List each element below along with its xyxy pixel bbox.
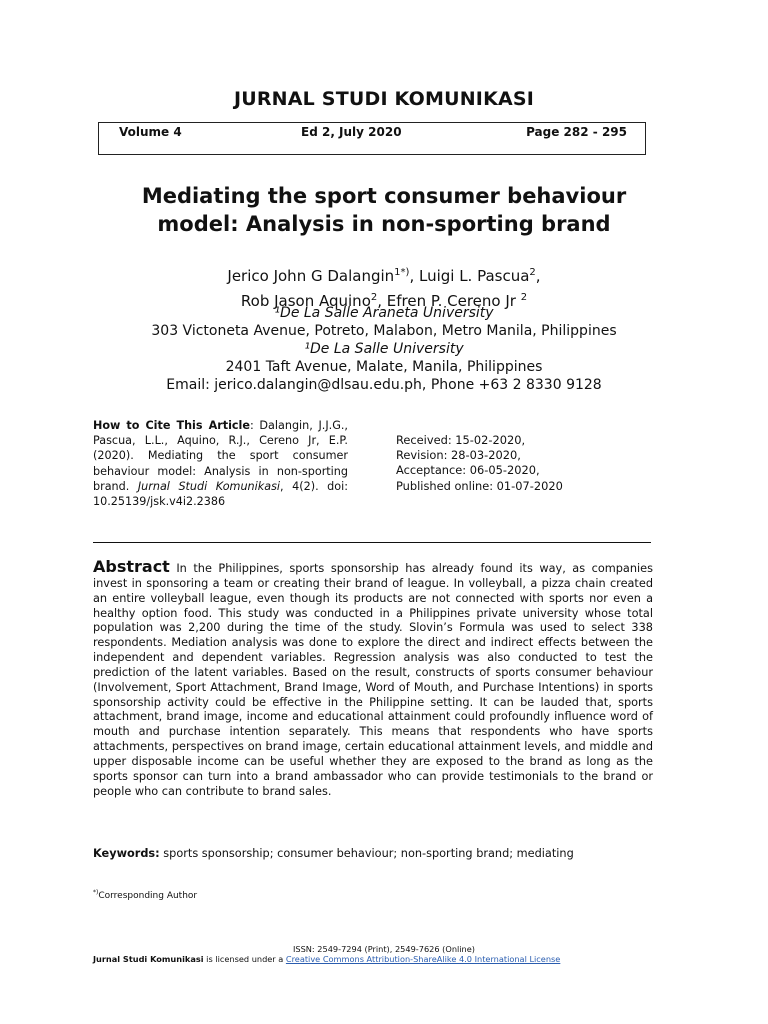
date-acceptance: Acceptance: 06-05-2020, bbox=[396, 463, 540, 478]
author-affil-mark: 2 bbox=[370, 292, 378, 303]
contact-info: Email: jerico.dalangin@dlsau.edu.ph, Phone +63 2 8330 9128 bbox=[166, 377, 602, 393]
date-published: Published online: 01-07-2020 bbox=[396, 478, 563, 493]
address-1: 303 Victoneta Avenue, Potreto, Malabon, Metro Manila, Philippines bbox=[151, 323, 617, 339]
footnote bbox=[93, 889, 197, 901]
citation-block bbox=[93, 418, 348, 509]
affiliation-2: ¹De La Salle University bbox=[304, 341, 464, 357]
paper-title-line1: Mediating the sport consumer behaviour bbox=[141, 184, 627, 208]
author-affil-mark: 2 bbox=[520, 292, 528, 303]
author-separator: , bbox=[535, 267, 541, 285]
citation-doi: , 4(2). doi: 10.25139/jsk.v4i2.2386 bbox=[93, 479, 348, 509]
address-2: 2401 Taft Avenue, Malate, Manila, Philippines bbox=[225, 359, 543, 375]
keywords-label: Keywords: bbox=[93, 847, 160, 860]
authors-line1 bbox=[60, 262, 708, 287]
abstract-label: Abstract bbox=[93, 557, 170, 576]
page-range: Page 282 - 295 bbox=[526, 125, 627, 139]
author-name: , Efren P. Cereno Jr bbox=[377, 292, 521, 310]
citation-text: : Dalangin, J.J.G., Pascua, L.L., Aquino, R.J., Cereno Jr, E.P. (2020). Mediating the sport consumer behaviour model: Analysis in non-sporting brand. bbox=[93, 419, 348, 493]
issn-line: ISSN: 2549-7294 (Print), 2549-7626 (Online) bbox=[293, 944, 475, 954]
license-text: is licensed under a bbox=[203, 954, 286, 964]
date-received: Received: 15-02-2020, bbox=[396, 433, 526, 447]
affiliation-1: ¹De La Salle Araneta University bbox=[274, 305, 494, 321]
journal-info-box bbox=[98, 122, 646, 155]
section-divider bbox=[93, 542, 651, 543]
license-link[interactable]: Creative Commons Attribution-ShareAlike 4.0 International License bbox=[285, 954, 561, 964]
footnote-mark: *) bbox=[93, 889, 99, 896]
date-revision: Revision: 28-03-2020, bbox=[396, 448, 521, 463]
license-journal: Jurnal Studi Komunikasi bbox=[93, 954, 204, 964]
author-name: , Luigi L. Pascua bbox=[409, 267, 530, 285]
paper-title-line2: model: Analysis in non-sporting brand bbox=[157, 212, 611, 236]
article-dates bbox=[396, 433, 563, 494]
edition: Ed 2, July 2020 bbox=[301, 125, 402, 139]
keywords-text: sports sponsorship; consumer behaviour; non-sporting brand; mediating bbox=[159, 847, 574, 860]
author-affil-mark: 2 bbox=[529, 267, 536, 278]
volume: Volume 4 bbox=[119, 125, 182, 139]
license-line bbox=[93, 954, 560, 964]
keywords bbox=[93, 846, 574, 861]
abstract-block bbox=[93, 557, 653, 800]
journal-title: JURNAL STUDI KOMUNIKASI bbox=[233, 88, 535, 110]
footnote-text: Corresponding Author bbox=[98, 891, 198, 901]
paper-title bbox=[60, 182, 708, 238]
citation-label: How to Cite This Article bbox=[93, 419, 250, 432]
author-affil-mark: 1*) bbox=[394, 267, 410, 278]
citation-journal: Jurnal Studi Komunikasi bbox=[137, 479, 281, 493]
author-name: Jerico John G Dalangin bbox=[227, 267, 395, 285]
author-name: Rob Jason Aquino bbox=[240, 292, 371, 310]
abstract-text: In the Philippines, sports sponsorship has already found its way, as companies invest in sponsoring a team or creating their brand of league. In volleyball, a pizza chain created an entire volleyball league, even though its products are not connected with sports nor even a healthy option food. This study was conducted in a Philippines private university whose total population was 2,200 during the time of the study. Slovin’s Formula was used to select 338 respondents. Mediation analysis was done to explore the direct and indirect effects between the independent and dependent variables. Regression analysis was also conducted to test the prediction of the latent variables. Based on the result, constructs of sports consumer behaviour (Involvement, Sport Attachment, Brand Image, Word of Mouth, and Purchase Intentions) in sports sponsorship activity could be effective in the Philippine setting. It can be lauded that, sports attachment, brand image, income and educational attainment could profoundly influence word of mouth and purchase intention separately. This means that respondents who have sports attachments, perspectives on brand image, certain educational attainment levels, and middle and upper disposable income can be useful whether they are exposed to the brand as long as the sports sponsor can turn into a brand ambassador who can provide testimonials to the brand or people who can contribute to brand sales. bbox=[93, 562, 653, 798]
